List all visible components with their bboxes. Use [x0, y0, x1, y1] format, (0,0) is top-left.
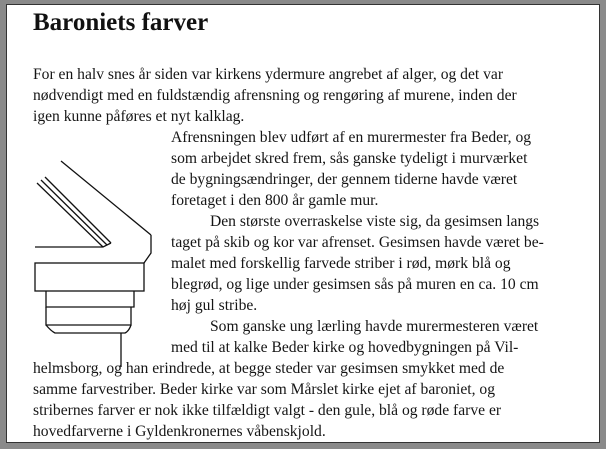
- page-title: Baroniets farver: [33, 9, 209, 36]
- paragraph-line: malet med forskellig farvede striber i rød, mørk blå og: [171, 255, 511, 272]
- document-page: [6, 4, 600, 443]
- paragraph-line: nødvendigt med en fuldstændig afrensning og rengøring af murene, inden der: [33, 87, 517, 104]
- paragraph-line: igen kunne påføres et nyt kalklag.: [33, 108, 245, 125]
- paragraph-line: Den største overraskelse viste sig, da gesimsen langs: [210, 213, 540, 230]
- paragraph-line: Afrensningen blev udført af en murermester fra Beder, og: [171, 129, 532, 146]
- paragraph-line: helmsborg, og han erindrede, at begge steder var gesimsen smykket med de: [33, 360, 505, 377]
- paragraph-line: taget på skib og kor var afrenset. Gesimsen havde været be-: [171, 234, 544, 251]
- paragraph-line: stribernes farver er nok ikke tilfældigt valgt - den gule, blå og røde farve er: [33, 402, 502, 419]
- paragraph-line: samme farvestriber. Beder kirke var som Mårslet kirke ejet af baroniet, og: [33, 381, 496, 398]
- paragraph-line: blegrød, og lige under gesimsen sås på muren en ca. 10 cm: [171, 276, 539, 293]
- paragraph-line: Som ganske ung lærling havde murermesteren været: [210, 318, 539, 335]
- paragraph-line: hovedfarverne i Gyldenkronernes våbenskjold.: [33, 423, 326, 440]
- paragraph-line: foretaget i den 800 år gamle mur.: [171, 192, 379, 209]
- paragraph-line: med til at kalke Beder kirke og hovedbygningen på Vil-: [171, 339, 519, 356]
- paragraph-line: de bygningsændringer, der gennem tiderne havde været: [171, 171, 518, 188]
- paragraph-line: høj gul stribe.: [171, 297, 258, 314]
- cornice-illustration: [31, 155, 161, 370]
- paragraph-line: som arbejdet skred frem, sås ganske tydeligt i murværket: [171, 150, 528, 167]
- paragraph-line: For en halv snes år siden var kirkens ydermure angrebet af alger, og det var: [33, 66, 504, 83]
